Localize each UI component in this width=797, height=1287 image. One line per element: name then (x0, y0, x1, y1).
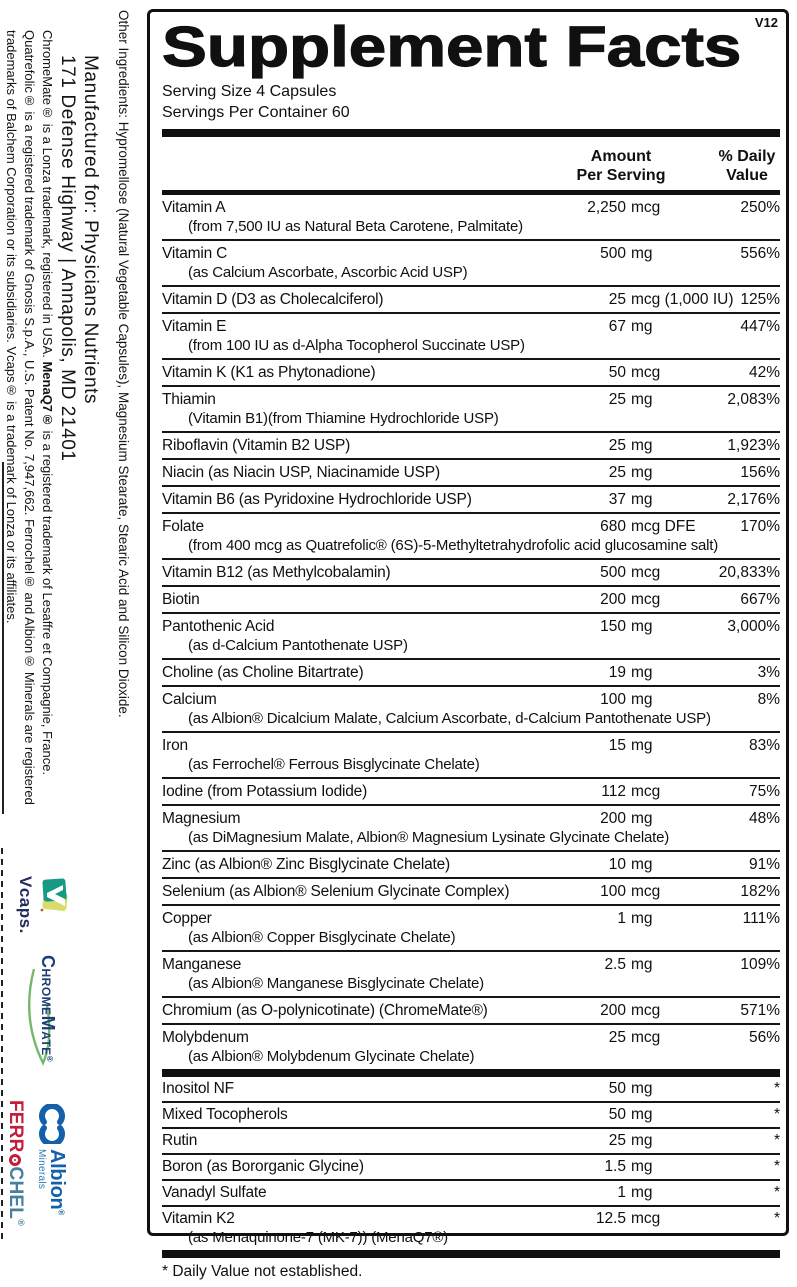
nutrient-amount-unit: mcg DFE (631, 517, 696, 535)
nutrient-row-main (162, 198, 780, 217)
nutrient-amount-number: 150 (600, 617, 626, 635)
nutrient-amount (574, 463, 694, 482)
chromemate-ate: ATE (39, 1031, 53, 1056)
nutrient-name: Zinc (as Albion® Zinc Bisglycinate Chelate) (162, 855, 450, 873)
nutrient-amount-number: 2.5 (604, 955, 626, 973)
nutrient-daily-value: 2,083% (727, 390, 780, 408)
nutrient-amount (574, 1184, 694, 1202)
chromemate-m: M (38, 1015, 58, 1032)
nutrient-amount (574, 517, 694, 536)
nutrient-name: Folate (162, 517, 204, 535)
nutrient-row (162, 658, 780, 685)
nutrient-row-main (162, 855, 780, 874)
divider-bar-footnote (162, 1250, 780, 1258)
nutrient-amount-number: 2,250 (587, 198, 626, 216)
nutrient-source-note: (as Albion® Copper Bisglycinate Chelate) (188, 928, 456, 946)
nutrient-amount (574, 1001, 694, 1020)
nutrient-daily-value: 447% (740, 317, 780, 335)
nutrient-amount (574, 663, 694, 682)
logo-vcaps (16, 876, 68, 938)
nutrient-amount-number: 500 (600, 563, 626, 581)
nutrient-row-main (162, 690, 780, 709)
logo-chromemate (23, 955, 60, 1095)
nutrient-source-note: (from 7,500 IU as Natural Beta Carotene, Palmitate) (188, 217, 523, 235)
nutrient-daily-value: * (773, 1209, 780, 1227)
header-amount-per-serving (574, 147, 694, 185)
nutrient-amount (574, 909, 694, 928)
nutrient-row-main (162, 436, 780, 455)
nutrient-name: Vitamin C (162, 244, 228, 262)
nutrient-source-note: (as Albion® Manganese Bisglycinate Chelate) (188, 974, 484, 992)
header-amount-line2: Per Serving (576, 166, 666, 184)
nutrient-amount-unit: mg (631, 490, 653, 508)
nutrient-amount-unit: mg (631, 317, 653, 335)
nutrient-row (162, 1077, 780, 1101)
nutrient-daily-value: 109% (740, 955, 780, 973)
nutrient-name: Vitamin K2 (162, 1209, 235, 1227)
nutrient-row (162, 1127, 780, 1153)
nutrient-name: Rutin (162, 1131, 198, 1149)
nutrient-amount-unit: mcg (631, 198, 661, 216)
chromemate-c: C (38, 955, 58, 969)
nutrient-amount-number: 12.5 (595, 1209, 626, 1227)
nutrient-daily-value: 182% (740, 882, 780, 900)
nutrient-amount-number: 25 (608, 390, 626, 408)
nutrient-row (162, 777, 780, 804)
nutrient-source-note: (as DiMagnesium Malate, Albion® Magnesium Lysinate Glycinate Chelate) (188, 828, 670, 846)
nutrient-row (162, 877, 780, 904)
nutrient-row (162, 804, 780, 850)
nutrient-name: Calcium (162, 690, 217, 708)
nutrient-daily-value: * (773, 1079, 780, 1097)
nutrient-amount-number: 50 (608, 363, 626, 381)
ferrochel-registered-mark: ® (16, 1219, 26, 1226)
nutrient-name: Molybdenum (162, 1028, 249, 1046)
nutrient-amount-unit: mg (631, 663, 653, 681)
nutrient-amount-number: 1 (617, 1183, 626, 1201)
header-dv-line1: % Daily (718, 147, 776, 165)
ferrochel-wordmark-left: FERR (5, 1100, 26, 1153)
nutrient-row (162, 431, 780, 458)
nutrient-amount-number: 10 (608, 855, 626, 873)
nutrient-amount-unit: mg (631, 955, 653, 973)
nutrient-row (162, 1179, 780, 1205)
nutrient-amount (574, 1106, 694, 1124)
nutrient-amount (574, 490, 694, 509)
chromemate-registered-mark: ® (45, 1055, 54, 1063)
nutrient-row-main (162, 1210, 780, 1228)
nutrient-amount-unit: mcg (631, 1028, 661, 1046)
nutrient-daily-value: 571% (740, 1001, 780, 1019)
nutrient-daily-value: 667% (740, 590, 780, 608)
nutrient-daily-value: 3% (757, 663, 780, 681)
nutrient-name: Inositol NF (162, 1079, 234, 1097)
nutrient-row-main (162, 490, 780, 509)
nutrient-amount-unit: mg (631, 1183, 653, 1201)
nutrient-name: Manganese (162, 955, 242, 973)
nutrient-name: Iron (162, 736, 188, 754)
nutrient-name: Niacin (as Niacin USP, Niacinamide USP) (162, 463, 440, 481)
nutrient-amount (574, 736, 694, 755)
header-percent-daily-value (694, 147, 780, 185)
nutrient-amount-number: 680 (600, 517, 626, 535)
nutrient-amount (574, 1028, 694, 1047)
albion-name: Albion (46, 1149, 68, 1210)
nutrient-amount-unit: mg (631, 809, 653, 827)
nutrient-row-main (162, 463, 780, 482)
column-headers (162, 137, 780, 190)
nutrient-daily-value: * (773, 1183, 780, 1201)
nutrient-source-note: (as Albion® Dicalcium Malate, Calcium Ascorbate, d-Calcium Pantothenate USP) (188, 709, 711, 727)
nutrient-amount-unit: mcg (631, 782, 661, 800)
nutrient-amount-number: 25 (608, 1028, 626, 1046)
nutrient-name: Iodine (from Potassium Iodide) (162, 782, 368, 800)
nutrient-daily-value: * (773, 1105, 780, 1123)
trademark-line1-pre: ChromeMate® is a Lonza trademark, registered in USA. (40, 30, 55, 362)
albion-text-block (36, 1149, 67, 1215)
nutrient-source-note: (as d-Calcium Pantothenate USP) (188, 636, 408, 654)
nutrient-name: Vitamin B12 (as Methylcobalamin) (162, 563, 391, 581)
nutrient-row-main (162, 1106, 780, 1124)
nutrient-daily-value: 75% (748, 782, 780, 800)
nutrient-table (162, 195, 780, 1069)
nutrient-row (162, 950, 780, 996)
nutrient-row (162, 685, 780, 731)
nutrient-amount-number: 19 (608, 663, 626, 681)
nutrient-row (162, 312, 780, 358)
nutrient-row (162, 1153, 780, 1179)
nutrient-daily-value: 56% (748, 1028, 780, 1046)
nutrient-source-note: (as Menaquinone-7 (MK-7)) (MenaQ7®) (188, 1228, 448, 1246)
nutrient-amount-number: 25 (608, 1131, 626, 1149)
nutrient-row-main (162, 1132, 780, 1150)
nutrient-row (162, 612, 780, 658)
divider-bar-extras (162, 1069, 780, 1077)
nutrient-row-main (162, 1080, 780, 1098)
nutrient-daily-value: 2,176% (727, 490, 780, 508)
nutrient-amount-unit: mg (631, 909, 653, 927)
nutrient-amount (574, 809, 694, 828)
nutrient-row (162, 996, 780, 1023)
nutrient-amount (574, 244, 694, 263)
nutrient-name: Pantothenic Acid (162, 617, 275, 635)
nutrient-amount (574, 290, 734, 309)
nutrient-row-main (162, 1028, 780, 1047)
nutrient-row (162, 485, 780, 512)
nutrient-amount-unit: mg (631, 1105, 653, 1123)
nutrient-amount-unit: mg (631, 390, 653, 408)
header-amount-line1: Amount (590, 147, 652, 165)
nutrient-row-main (162, 1184, 780, 1202)
nutrient-name: Thiamin (162, 390, 216, 408)
die-cut-dashed-line (1, 848, 3, 1243)
nutrient-row-main (162, 782, 780, 801)
nutrient-row-main (162, 617, 780, 636)
nutrient-amount-number: 112 (601, 782, 626, 800)
nutrient-amount-unit: mg (631, 690, 653, 708)
nutrient-daily-value: 3,000% (727, 617, 780, 635)
vcaps-icon (35, 876, 68, 914)
nutrient-daily-value: 8% (757, 690, 780, 708)
nutrient-source-note: (from 400 mcg as Quatrefolic® (6S)-5-Methyltetrahydrofolic acid glucosamine salt) (188, 536, 719, 554)
nutrient-source-note: (Vitamin B1)(from Thiamine Hydrochloride USP) (188, 409, 499, 427)
nutrient-daily-value: 156% (740, 463, 780, 481)
nutrient-amount-number: 67 (608, 317, 626, 335)
trademark-line1-post: is a registered trademark of Lesaffre et Compagnie, France. (40, 427, 55, 776)
nutrient-name: Selenium (as Albion® Selenium Glycinate Complex) (162, 882, 510, 900)
nutrient-name: Vitamin E (162, 317, 227, 335)
nutrient-row-main (162, 809, 780, 828)
nutrient-amount (574, 1132, 694, 1150)
nutrient-name: Magnesium (162, 809, 241, 827)
nutrient-daily-value: 1,923% (727, 436, 780, 454)
nutrient-name: Boron (as Bororganic Glycine) (162, 1157, 364, 1175)
nutrient-row (162, 512, 780, 558)
nutrient-row (162, 731, 780, 777)
nutrient-amount-unit: mg (631, 617, 653, 635)
nutrient-name: Riboflavin (Vitamin B2 USP) (162, 436, 351, 454)
nutrient-source-note: (as Calcium Ascorbate, Ascorbic Acid USP) (188, 263, 468, 281)
nutrient-amount-number: 25 (608, 436, 626, 454)
nutrient-amount-unit: mcg (631, 1209, 661, 1227)
albion-interlock-icon (32, 1104, 67, 1144)
nutrient-amount-unit: mg (631, 1157, 653, 1175)
chromemate-hrome: HROME (39, 968, 53, 1016)
manufacturer-line2: 171 Defense Highway | Annapolis, MD 21401 (57, 55, 78, 462)
nutrient-amount-unit: mg (631, 463, 653, 481)
nutrient-source-note: (from 100 IU as d-Alpha Tocopherol Succinate USP) (188, 336, 525, 354)
nutrient-row-main (162, 517, 780, 536)
trademark-line1-bold: MenaQ7® (40, 361, 55, 428)
nutrient-name: Choline (as Choline Bitartrate) (162, 663, 364, 681)
nutrient-amount (574, 198, 694, 217)
title-block (162, 12, 780, 79)
header-dv-line2: Value (726, 166, 768, 184)
nutrient-amount-unit: mcg (631, 563, 661, 581)
nutrient-daily-value: 20,833% (718, 563, 780, 581)
albion-wordmark (47, 1149, 67, 1215)
nutrient-row-main (162, 736, 780, 755)
nutrient-amount (574, 782, 694, 801)
nutrient-row (162, 558, 780, 585)
nutrient-amount (574, 436, 694, 455)
nutrient-amount (574, 955, 694, 974)
trademark-line2: Quatrefolic® is a registered trademark of Gnosis S.p.A., U.S. Patent No. 7,947,662. Ferrochel® and Albion® Minerals are registered (22, 30, 37, 805)
nutrient-amount-unit: mg (631, 244, 653, 262)
nutrient-amount (574, 617, 694, 636)
version-tag: V12 (754, 15, 778, 30)
nutrient-amount-number: 50 (608, 1105, 626, 1123)
nutrient-amount-unit: mg (631, 1079, 653, 1097)
nutrient-daily-value: 111% (742, 909, 780, 927)
nutrient-amount (574, 855, 694, 874)
chromemate-wordmark (38, 955, 58, 1063)
nutrient-amount (574, 590, 694, 609)
supplement-facts-panel (147, 9, 789, 1280)
nutrient-row (162, 904, 780, 950)
nutrient-amount-unit: mcg (631, 882, 661, 900)
nutrient-amount-number: 200 (600, 1001, 626, 1019)
nutrient-amount-number: 1 (617, 909, 626, 927)
other-ingredients-line: Other Ingredients: Hypromellose (Natural Vegetable Capsules), Magnesium Stearate, Stearic Acid and Silicon Dioxide. (116, 10, 131, 718)
nutrient-daily-value: 42% (748, 363, 780, 381)
nutrient-source-note: (as Albion® Molybdenum Glycinate Chelate) (188, 1047, 475, 1065)
trademark-line3: trademarks of Balchem Corporation or its subsidiaries. Vcaps® is a trademark of Lonza or its affiliates. (4, 30, 19, 624)
nutrient-row (162, 585, 780, 612)
nutrient-amount (574, 390, 694, 409)
logo-ferrochel (4, 1100, 26, 1240)
nutrient-name: Chromium (as O-polynicotinate) (ChromeMate®) (162, 1001, 488, 1019)
nutrient-row (162, 285, 780, 312)
nutrient-row-main (162, 317, 780, 336)
nutrient-amount-number: 200 (600, 809, 626, 827)
ferrochel-wordmark-right: CHEL (5, 1166, 26, 1220)
nutrient-daily-value: 91% (748, 855, 780, 873)
nutrient-row (162, 195, 780, 239)
nutrient-row-main (162, 590, 780, 609)
nutrient-daily-value: 250% (740, 198, 780, 216)
nutrient-row (162, 458, 780, 485)
nutrient-amount (574, 1080, 694, 1098)
nutrient-amount-number: 25 (608, 290, 626, 308)
nutrient-daily-value: 83% (748, 736, 780, 754)
nutrient-row (162, 358, 780, 385)
nutrient-amount (574, 1210, 694, 1228)
nutrient-name: Vitamin A (162, 198, 226, 216)
nutrient-daily-value: 48% (748, 809, 780, 827)
nutrient-amount-number: 25 (608, 463, 626, 481)
manufacturer-text (56, 55, 102, 1235)
nutrient-amount-unit: mcg (1,000 IU) (631, 290, 734, 308)
nutrient-amount-number: 200 (600, 590, 626, 608)
divider-bar-top (162, 129, 780, 137)
manufacturer-line1: Manufactured for: Physicians Nutrients (80, 55, 101, 405)
nutrient-amount-number: 37 (608, 490, 626, 508)
nutrient-amount-unit: mcg (631, 590, 661, 608)
other-ingredients-text (112, 10, 134, 1235)
nutrient-amount-number: 100 (600, 690, 626, 708)
nutrient-amount-number: 1.5 (604, 1157, 626, 1175)
nutrient-row-main (162, 363, 780, 382)
nutrient-row (162, 1101, 780, 1127)
nutrient-source-note: (as Ferrochel® Ferrous Bisglycinate Chelate) (188, 755, 480, 773)
nutrient-row-main (162, 244, 780, 263)
panel-title: Supplement Facts (162, 15, 742, 79)
serving-info (162, 81, 780, 123)
albion-registered-mark: ® (56, 1209, 66, 1216)
daily-value-footnote: * Daily Value not established. (162, 1262, 363, 1280)
nutrient-row (162, 239, 780, 285)
servings-per-container: Servings Per Container 60 (162, 103, 350, 121)
ferrochel-o-icon (9, 1154, 21, 1166)
nutrient-name: Mixed Tocopherols (162, 1105, 288, 1123)
nutrient-amount (574, 317, 694, 336)
nutrient-name: Biotin (162, 590, 200, 608)
nutrient-amount (574, 690, 694, 709)
nutrient-row-main (162, 955, 780, 974)
nutrient-daily-value: 556% (740, 244, 780, 262)
die-cut-solid-line (2, 462, 4, 814)
nutrient-row-main (162, 290, 780, 309)
nutrient-amount-number: 100 (600, 882, 626, 900)
logo-albion (36, 1104, 67, 1244)
nutrient-row-main (162, 909, 780, 928)
vcaps-wordmark: Vcaps. (16, 876, 35, 934)
nutrient-name: Vitamin B6 (as Pyridoxine Hydrochloride USP) (162, 490, 472, 508)
nutrient-daily-value: 125% (740, 290, 780, 308)
albion-minerals-label: Minerals (36, 1149, 47, 1190)
nutrient-amount-unit: mg (631, 436, 653, 454)
nutrient-name: Vanadyl Sulfate (162, 1183, 267, 1201)
nutrient-row (162, 1023, 780, 1069)
extra-nutrient-table (162, 1077, 780, 1250)
nutrient-amount-number: 500 (600, 244, 626, 262)
nutrient-amount-unit: mcg (631, 363, 661, 381)
nutrient-amount-number: 15 (608, 736, 626, 754)
nutrient-daily-value: * (773, 1157, 780, 1175)
nutrient-amount-unit: mg (631, 736, 653, 754)
nutrient-daily-value: 170% (740, 517, 780, 535)
nutrient-amount (574, 363, 694, 382)
nutrient-name: Vitamin D (D3 as Cholecalciferol) (162, 290, 384, 308)
nutrient-row-main (162, 1158, 780, 1176)
nutrient-row-main (162, 882, 780, 901)
nutrient-amount (574, 1158, 694, 1176)
nutrient-row-main (162, 390, 780, 409)
nutrient-row (162, 850, 780, 877)
nutrient-name: Vitamin K (K1 as Phytonadione) (162, 363, 376, 381)
nutrient-amount-unit: mg (631, 1131, 653, 1149)
nutrient-name: Copper (162, 909, 212, 927)
nutrient-amount (574, 882, 694, 901)
nutrient-row-main (162, 563, 780, 582)
nutrient-amount-unit: mg (631, 855, 653, 873)
nutrient-amount-unit: mcg (631, 1001, 661, 1019)
nutrient-amount (574, 563, 694, 582)
nutrient-row-main (162, 1001, 780, 1020)
serving-size: Serving Size 4 Capsules (162, 82, 337, 100)
nutrient-amount-number: 50 (608, 1079, 626, 1097)
nutrient-daily-value: * (773, 1131, 780, 1149)
nutrient-row-main (162, 663, 780, 682)
nutrient-row (162, 385, 780, 431)
